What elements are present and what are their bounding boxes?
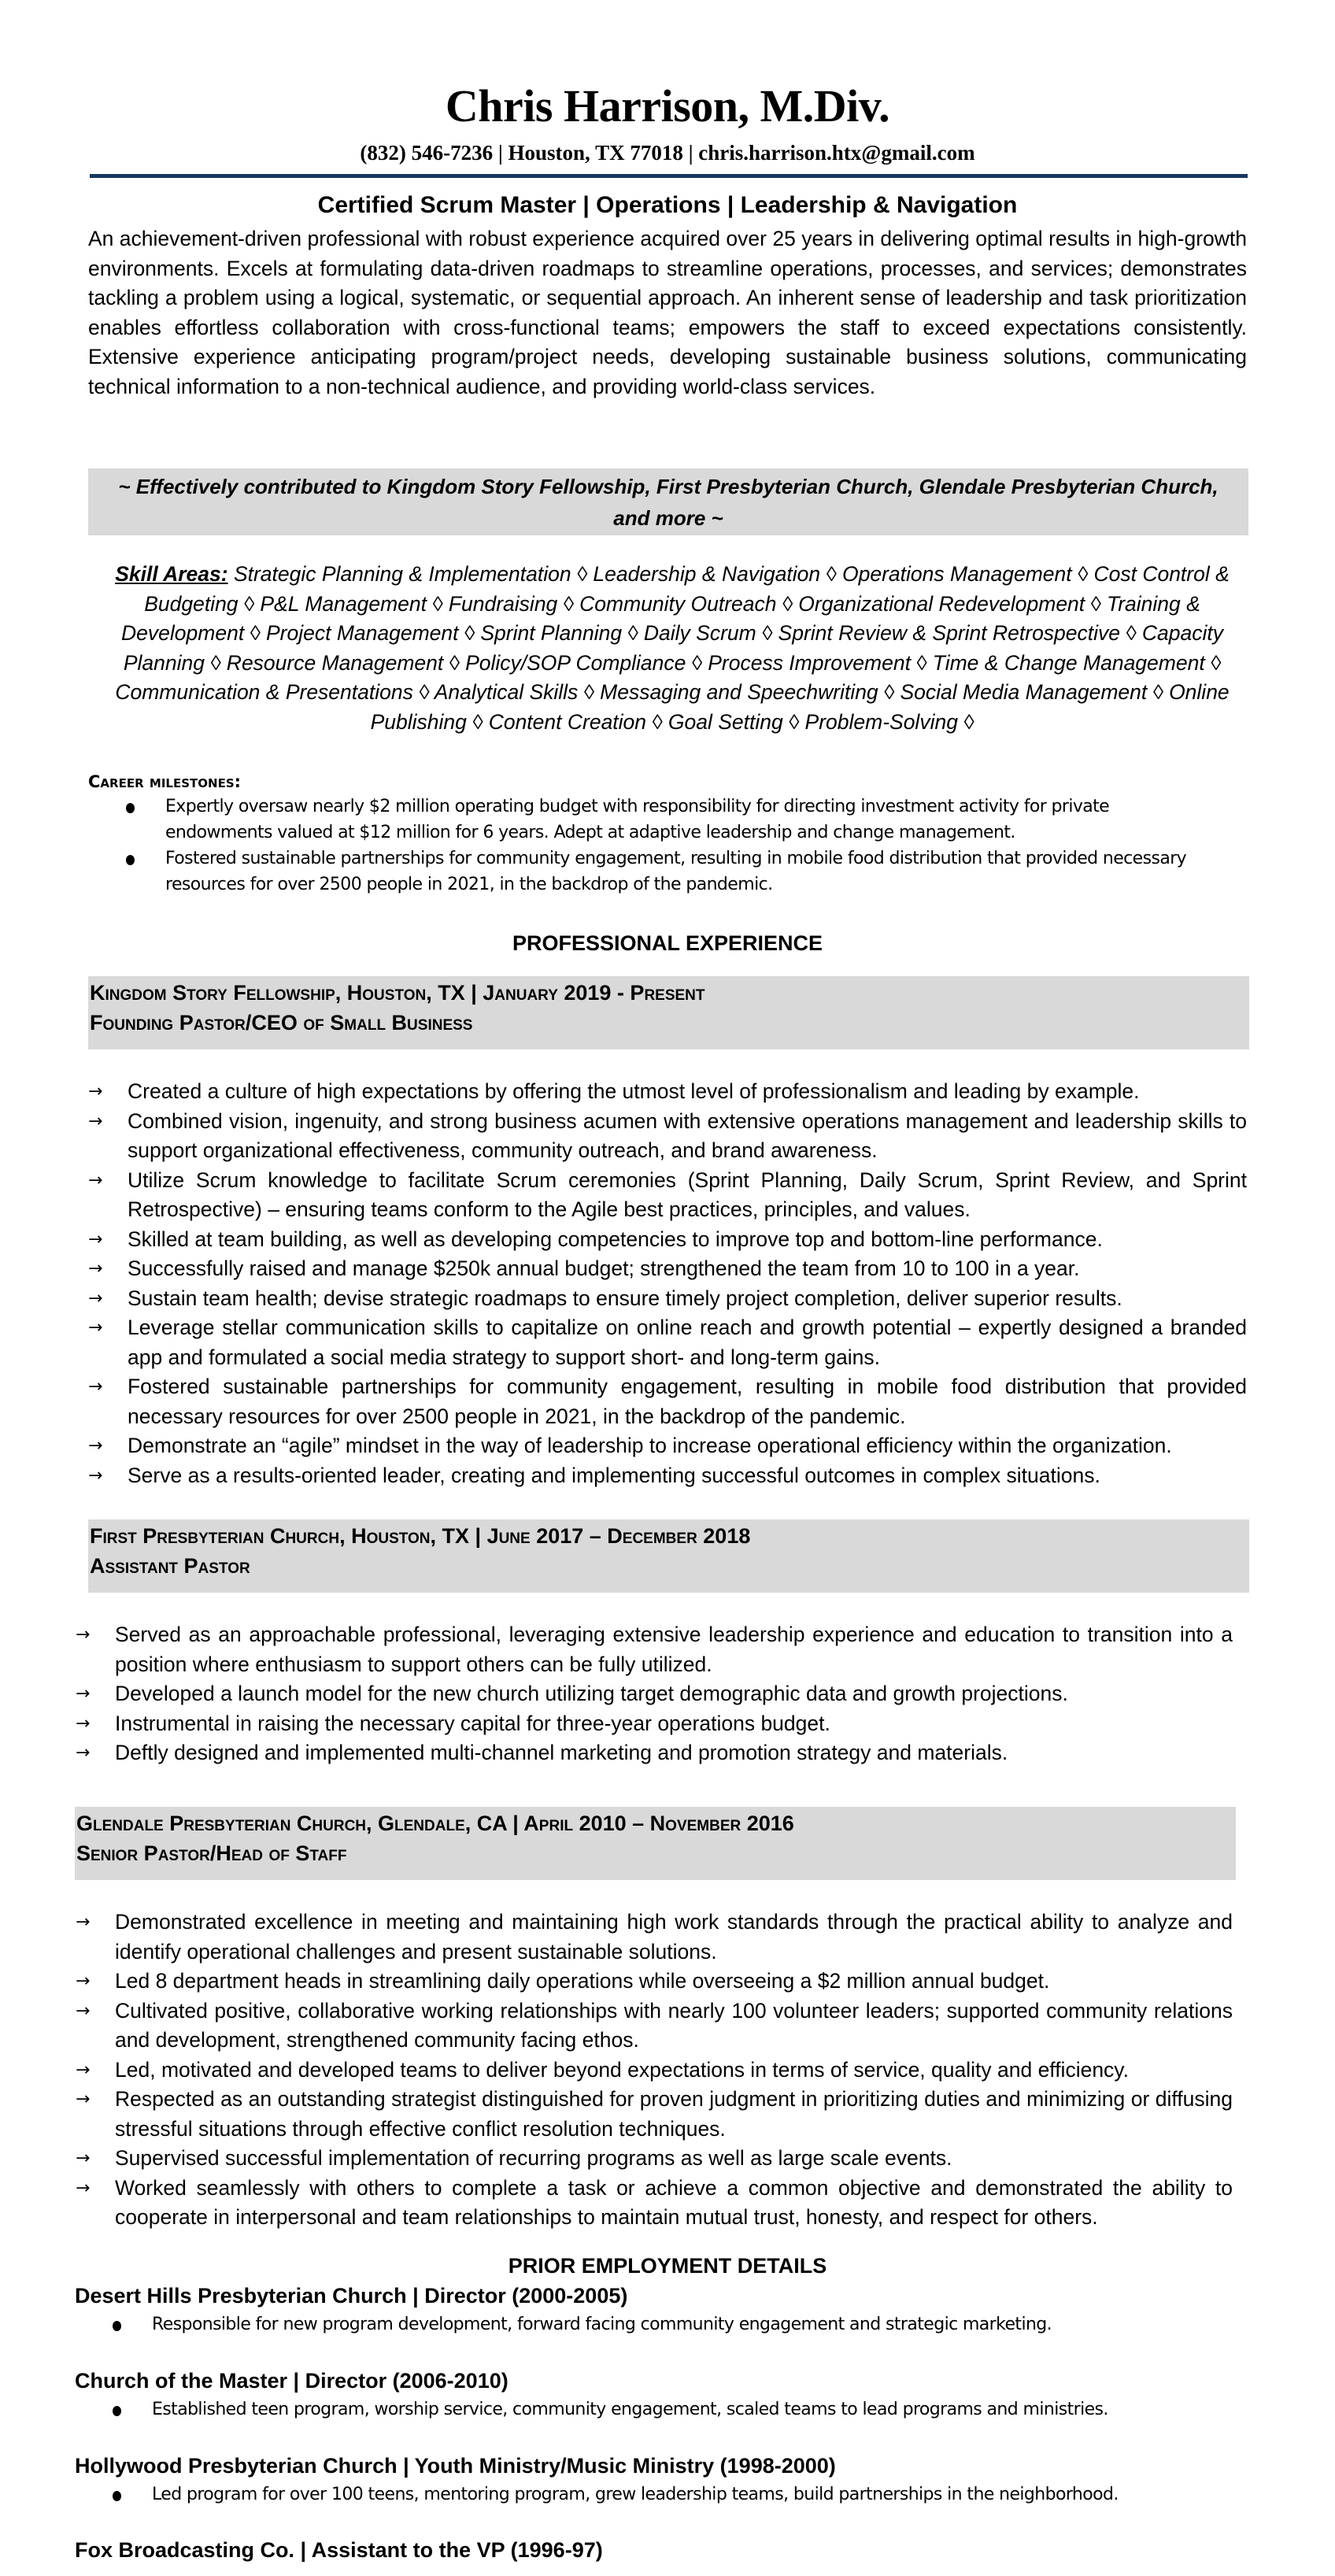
header-divider — [90, 174, 1248, 178]
job-role: Founding Pastor/CEO of Small Business — [90, 1011, 473, 1034]
duty-item — [76, 1997, 1233, 2056]
duty-item — [76, 1738, 1233, 1768]
duty-text: Leverage stellar communication skills to capitalize on online reach and growth potential – expertly designed a branded app and formulated a social media strategy to support short- and long-term gains. — [128, 1316, 1247, 1369]
arrow-right-icon: → — [88, 1170, 103, 1190]
arrow-right-icon: → — [76, 1713, 91, 1734]
arrow-right-icon: → — [76, 2089, 91, 2109]
professional-experience-title: PROFESSIONAL EXPERIENCE — [512, 931, 823, 955]
bullet-icon — [126, 803, 135, 813]
arrow-right-icon: → — [76, 2000, 91, 2021]
duty-text: Respected as an outstanding strategist distinguished for proven judgment in prioritizing duties and minimizing or diffusing stressful situations through effective conflict resolution techniques. — [115, 2087, 1233, 2141]
duty-item — [88, 1107, 1247, 1166]
career-milestones-title: Career milestones: — [88, 772, 242, 791]
bullet-icon — [113, 2406, 121, 2416]
skill-areas-list: Strategic Planning & Implementation ◊ Leadership & Navigation ◊ Operations Management ◊ Cost Control & Budgeting ◊ P&L Management ◊ Fundraising ◊ Community Outreach ◊ Organizational Redevelopment ◊ Training & Development ◊ Project Management ◊ Sprint Planning ◊ Daily Scrum ◊ Sprint Review & Sprint Retrospective ◊ Capacity Planning ◊ Resource Management ◊ Policy/SOP Compliance ◊ Process Improvement ◊ Time & Change Management ◊ Communication & Presentations ◊ Analytical Skills ◊ Messaging and Speechwriting ◊ Social Media Management ◊ Online Publishing ◊ Content Creation ◊ Goal Setting ◊ Problem-Solving ◊ — [115, 562, 1230, 734]
duty-text: Led 8 department heads in streamlining daily operations while overseeing a $2 million annual budget. — [115, 1969, 1050, 1993]
duty-text: Worked seamlessly with others to complete a task or achieve a common objective and demonstrated the ability to cooperate in interpersonal and team relationships to maintain mutual trust, honesty, and respect for others. — [115, 2175, 1233, 2229]
arrow-right-icon: → — [88, 1465, 103, 1486]
duty-text: Developed a launch model for the new church utilizing target demographic data and growth projections. — [115, 1682, 1068, 1705]
duty-item — [76, 1679, 1233, 1709]
candidate-name: Chris Harrison, M.Div. — [445, 80, 890, 131]
duty-item — [76, 2174, 1233, 2233]
duty-item — [76, 2144, 1233, 2174]
duty-item — [76, 2085, 1233, 2144]
prior-employer-detail — [113, 2312, 1052, 2337]
duty-item — [88, 1431, 1247, 1461]
duty-item — [88, 1254, 1247, 1284]
job-role: Senior Pastor/Head of Staff — [76, 1841, 347, 1865]
arrow-right-icon: → — [88, 1288, 103, 1308]
duty-item — [88, 1461, 1247, 1491]
arrow-right-icon: → — [88, 1229, 103, 1249]
arrow-right-icon: → — [88, 1111, 103, 1131]
duty-item — [88, 1077, 1247, 1107]
bullet-icon — [113, 2321, 121, 2331]
arrow-right-icon: → — [76, 1743, 91, 1763]
job-duties-kingdom-story — [88, 1077, 1247, 1490]
arrow-right-icon: → — [88, 1259, 103, 1279]
arrow-right-icon: → — [88, 1436, 103, 1456]
professional-headline: Certified Scrum Master | Operations | Leadership & Navigation — [317, 192, 1018, 218]
arrow-right-icon: → — [76, 2149, 91, 2168]
job-header-kingdom-story — [88, 976, 1249, 1049]
professional-summary: An achievement-driven professional with robust experience acquired over 25 years in delivering optimal results in high-growth environments. Excels at formulating data-driven roadmaps to streamline operations, processes, and services; demonstrates tackling a problem using a logical, systematic, or sequential approach. An inherent sense of leadership and task prioritization enables effortless collaboration with cross-functional teams; empowers the staff to exceed expectations consistently. Extensive experience anticipating program/project needs, developing sustainable business solutions, communicating technical information to a non-technical audience, and providing world-class services. — [88, 227, 1247, 398]
bullet-icon — [113, 2491, 121, 2501]
prior-employer-detail — [113, 2482, 1119, 2508]
prior-employment-title: PRIOR EMPLOYMENT DETAILS — [508, 2254, 827, 2278]
job-role: Assistant Pastor — [90, 1554, 250, 1578]
prior-detail-text: Led program for over 100 teens, mentoring program, grew leadership teams, build partnerships in the neighborhood. — [152, 2485, 1119, 2504]
duty-item — [76, 1967, 1233, 1997]
job-header-first-presbyterian — [88, 1519, 1249, 1593]
arrow-right-icon: → — [76, 1912, 91, 1932]
job-organization: Kingdom Story Fellowship, Houston, TX | January 2019 - Present — [90, 981, 705, 1005]
contact-info: (832) 546-7236 | Houston, TX 77018 | chris.harrison.htx@gmail.com — [360, 141, 975, 165]
duty-item — [76, 1709, 1233, 1739]
duty-text: Sustain team health; devise strategic roadmaps to ensure timely project completion, deliver superior results. — [128, 1286, 1122, 1310]
arrow-right-icon: → — [76, 1684, 91, 1704]
duty-text: Fostered sustainable partnerships for community engagement, resulting in mobile food distribution that provided necessary resources for over 2500 people in 2021, in the backdrop of the pandemic. — [128, 1375, 1247, 1428]
duty-item — [88, 1372, 1247, 1431]
job-organization: First Presbyterian Church, Houston, TX | June 2017 – December 2018 — [90, 1524, 751, 1548]
duty-item — [76, 1908, 1233, 1967]
duty-text: Successfully raised and manage $250k annual budget; strengthened the team from 10 to 100 in a year. — [128, 1257, 1080, 1280]
prior-employer-detail — [113, 2397, 1108, 2422]
duty-text: Combined vision, ingenuity, and strong business acumen with extensive operations management and leadership skills to support organizational effectiveness, community outreach, and brand awareness. — [128, 1108, 1247, 1162]
job-duties-glendale-presbyterian — [76, 1908, 1233, 2233]
duty-text: Demonstrate an “agile” mindset in the way of leadership to increase operational efficiency within the organization. — [128, 1434, 1172, 1457]
duty-text: Created a culture of high expectations by offering the utmost level of professionalism and leading by example. — [128, 1079, 1140, 1103]
arrow-right-icon: → — [88, 1318, 103, 1338]
arrow-right-icon: → — [76, 1625, 91, 1645]
contributions-banner: ~ Effectively contributed to Kingdom Story Fellowship, First Presbyterian Church, Glendale Presbyterian Church, and more ~ — [88, 468, 1248, 535]
bullet-icon — [126, 855, 135, 865]
job-header-glendale-presbyterian — [75, 1807, 1236, 1880]
job-organization: Glendale Presbyterian Church, Glendale, CA | April 2010 – November 2016 — [76, 1812, 794, 1835]
duty-item — [88, 1284, 1247, 1314]
arrow-right-icon: → — [88, 1377, 103, 1397]
prior-detail-text: Established teen program, worship service, community engagement, scaled teams to lead programs and ministries. — [152, 2400, 1108, 2419]
arrow-right-icon: → — [76, 1971, 91, 1991]
duty-text: Deftly designed and implemented multi-channel marketing and promotion strategy and materials. — [115, 1741, 1008, 1764]
duty-text: Led, motivated and developed teams to deliver beyond expectations in terms of service, quality and efficiency. — [115, 2057, 1129, 2082]
skill-areas — [101, 560, 1244, 738]
prior-employer-heading: Desert Hills Presbyterian Church | Director (2000-2005) — [75, 2284, 628, 2308]
skill-areas-label: Skill Areas: — [115, 562, 228, 586]
career-milestones-list — [126, 794, 1220, 898]
duty-text: Serve as a results-oriented leader, creating and implementing successful outcomes in complex situations. — [128, 1463, 1100, 1487]
arrow-right-icon: → — [76, 2178, 91, 2198]
milestone-item — [126, 846, 1220, 898]
duty-text: Instrumental in raising the necessary capital for three-year operations budget. — [115, 1711, 830, 1735]
arrow-right-icon: → — [88, 1082, 103, 1101]
prior-detail-text: Responsible for new program development, forward facing community engagement and strategic marketing. — [152, 2315, 1052, 2334]
duty-text: Cultivated positive, collaborative working relationships with nearly 100 volunteer leaders; supported community relations and development, strengthened community facing ethos. — [115, 1998, 1233, 2052]
milestone-text: Fostered sustainable partnerships for community engagement, resulting in mobile food distribution that provided necessary resources for over 2500 people in 2021, in the backdrop of the pandemic. — [165, 849, 1187, 894]
duty-text: Demonstrated excellence in meeting and maintaining high work standards through the practical ability to analyze and identify operational challenges and present sustainable solutions. — [115, 1910, 1233, 1963]
prior-employer-heading: Church of the Master | Director (2006-2010) — [75, 2369, 508, 2393]
duty-text: Supervised successful implementation of recurring programs as well as large scale events. — [115, 2146, 952, 2170]
duty-item — [88, 1166, 1247, 1225]
duty-item — [88, 1313, 1247, 1372]
duty-text: Skilled at team building, as well as developing competencies to improve top and bottom-line performance. — [128, 1227, 1103, 1251]
duty-item — [76, 2056, 1233, 2086]
duty-item — [88, 1225, 1247, 1255]
duty-text: Served as an approachable professional, leveraging extensive leadership experience and education to transition into a position where enthusiasm to support others can be fully utilized. — [115, 1623, 1233, 1676]
milestone-text: Expertly oversaw nearly $2 million operating budget with responsibility for directing investment activity for private endowments valued at $12 million for 6 years. Adept at adaptive leadership and change management. — [165, 797, 1110, 842]
prior-employer-heading: Hollywood Presbyterian Church | Youth Ministry/Music Ministry (1998-2000) — [75, 2454, 836, 2478]
duty-item — [76, 1620, 1233, 1679]
job-duties-first-presbyterian — [76, 1620, 1233, 1768]
prior-employer-heading: Fox Broadcasting Co. | Assistant to the VP (1996-97) — [75, 2538, 603, 2562]
duty-text: Utilize Scrum knowledge to facilitate Scrum ceremonies (Sprint Planning, Daily Scrum, Sprint Review, and Sprint Retrospective) – ensuring teams conform to the Agile best practices, principles, and values. — [128, 1168, 1247, 1221]
arrow-right-icon: → — [76, 2060, 91, 2080]
milestone-item — [126, 794, 1220, 846]
